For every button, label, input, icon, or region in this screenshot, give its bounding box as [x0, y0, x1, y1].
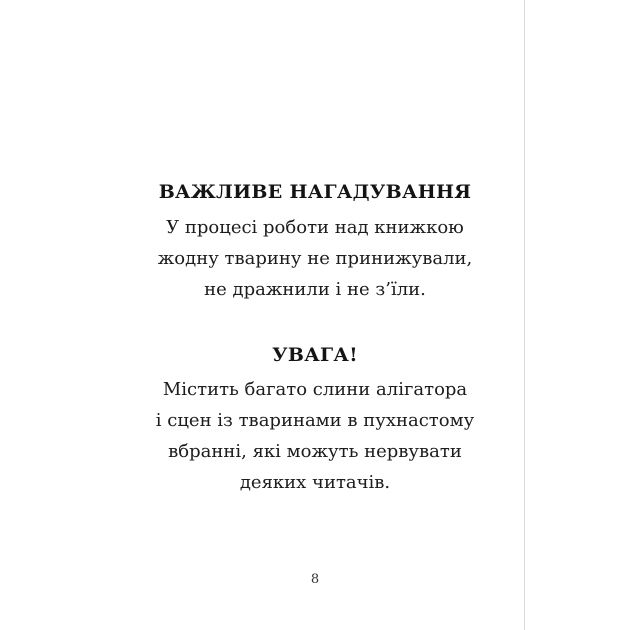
page-number: 8 [310, 572, 320, 587]
right-margin [525, 0, 630, 630]
reminder-line-3: не дражнили і не з’їли. [204, 279, 426, 300]
warning-line-4: деяких читачів. [239, 472, 391, 493]
warning-heading: УВАГА! [272, 344, 358, 366]
reminder-line-1: У процесі роботи над книжкою [166, 217, 464, 238]
warning-line-2: і сцен із тваринами в пухнастому [155, 410, 475, 431]
warning-line-1: Містить багато слини алігатора [162, 379, 468, 400]
reminder-paragraph [0, 212, 630, 305]
reminder-line-2: жодну тварину не принижували, [157, 248, 473, 269]
reminder-heading: ВАЖЛИВЕ НАГАДУВАННЯ [158, 181, 472, 203]
warning-paragraph [0, 374, 630, 498]
warning-line-3: вбранні, які можуть нервувати [168, 441, 462, 462]
